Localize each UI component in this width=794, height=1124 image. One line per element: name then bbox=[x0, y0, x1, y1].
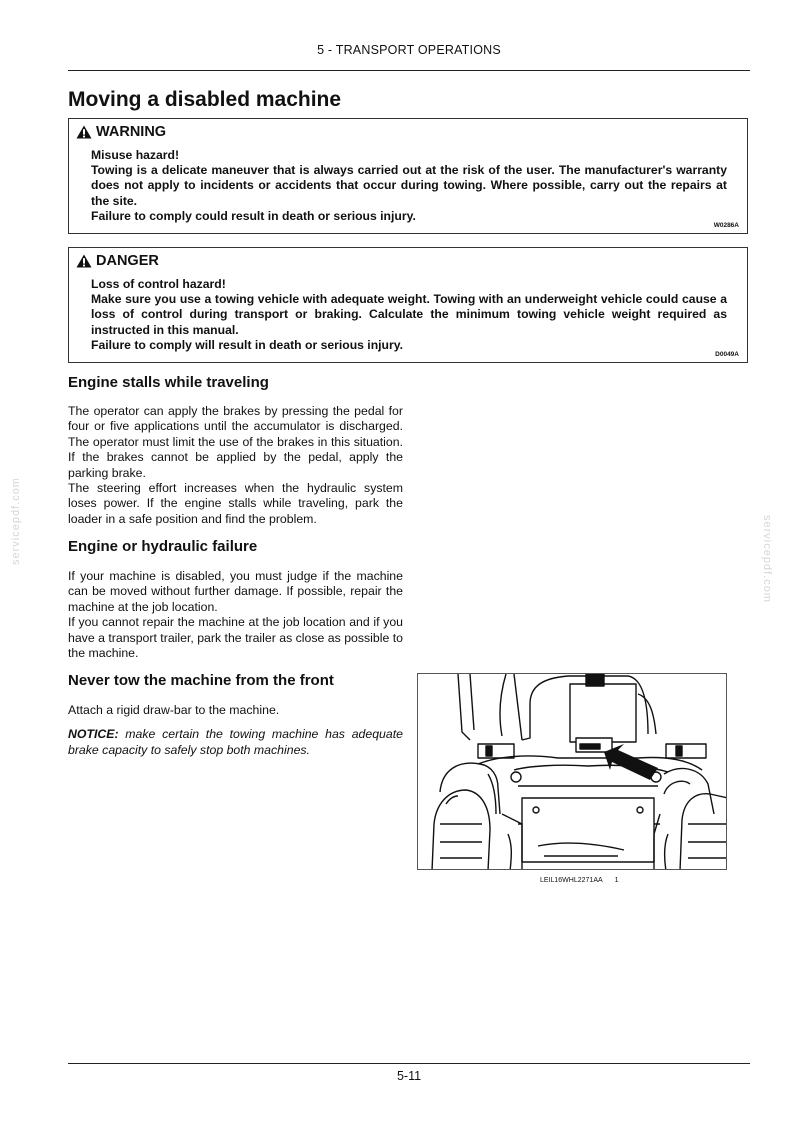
danger-code: D0049A bbox=[715, 351, 739, 358]
warning-triangle-icon bbox=[76, 125, 92, 139]
warning-heading bbox=[76, 124, 166, 140]
notice-paragraph bbox=[68, 727, 403, 758]
warning-hazard: Misuse hazard! bbox=[91, 148, 180, 162]
warning-label: WARNING bbox=[96, 124, 167, 140]
danger-label: DANGER bbox=[96, 253, 159, 269]
notice-text: make certain the towing machine has adequate brake capacity to safely stop both machines. bbox=[68, 727, 403, 757]
paragraph: The operator can apply the brakes by pressing the pedal for four or five applications until the accumulator is discharged. The operator must limit the use of the brakes in this situation. If the brakes cannot be applied by the pedal, apply the parking brake. bbox=[68, 404, 403, 480]
section-heading-never-tow: Never tow the machine from the front bbox=[68, 672, 334, 689]
warning-triangle-icon bbox=[76, 254, 92, 268]
section-heading-engine-stalls: Engine stalls while traveling bbox=[68, 374, 269, 391]
page-number: 5-11 bbox=[396, 1069, 422, 1083]
watermark-right: servicepdf.com bbox=[761, 515, 773, 603]
section-body-never-tow bbox=[68, 703, 403, 758]
figure-number: 1 bbox=[614, 877, 619, 884]
footer-rule bbox=[68, 1063, 750, 1064]
warning-box bbox=[68, 118, 748, 234]
section-body-engine-hydraulic-failure bbox=[68, 569, 403, 661]
towing-point-figure bbox=[417, 673, 727, 870]
figure-code: LEIL16WHL2271AA bbox=[540, 877, 603, 884]
danger-hazard: Loss of control hazard! bbox=[91, 277, 226, 291]
danger-description: Make sure you use a towing vehicle with adequate weight. Towing with an underweight vehicle could cause a loss of control during transport or braking. Calculate the minimum towing vehicle weight required as instructed in this manual. bbox=[91, 292, 727, 337]
warning-consequence: Failure to comply could result in death or serious injury. bbox=[91, 208, 416, 223]
header-rule bbox=[68, 70, 750, 71]
danger-box bbox=[68, 247, 748, 363]
danger-body bbox=[91, 277, 727, 353]
section-heading-engine-hydraulic-failure: Engine or hydraulic failure bbox=[68, 538, 258, 555]
paragraph: Attach a rigid draw-bar to the machine. bbox=[68, 703, 280, 717]
watermark-left: servicepdf.com bbox=[10, 477, 22, 565]
warning-description: Towing is a delicate maneuver that is always carried out at the risk of the user. The manufacturer's warranty does not apply to incidents or accidents that occur during towing. Where possible, carry out the repairs at the site. bbox=[91, 163, 727, 208]
figure-caption bbox=[540, 877, 631, 884]
warning-code: W0286A bbox=[713, 222, 739, 229]
section-body-engine-stalls bbox=[68, 404, 403, 527]
machine-rear-illustration bbox=[418, 674, 727, 870]
page-title: Moving a disabled machine bbox=[68, 88, 342, 111]
danger-heading bbox=[76, 253, 159, 269]
notice-label: NOTICE: bbox=[68, 727, 119, 742]
paragraph: If your machine is disabled, you must judge if the machine can be moved without further damage. If possible, repair the machine at the job location. bbox=[68, 569, 403, 614]
paragraph: If you cannot repair the machine at the job location and if you have a transport trailer, park the trailer as close as possible to the machine. bbox=[68, 615, 403, 661]
warning-body bbox=[91, 148, 727, 224]
danger-consequence: Failure to comply will result in death or serious injury. bbox=[91, 337, 403, 352]
paragraph: The steering effort increases when the hydraulic system loses power. If the engine stalls while traveling, park the loader in a safe position and find the problem. bbox=[68, 481, 403, 526]
running-header: 5 - TRANSPORT OPERATIONS bbox=[317, 43, 501, 57]
